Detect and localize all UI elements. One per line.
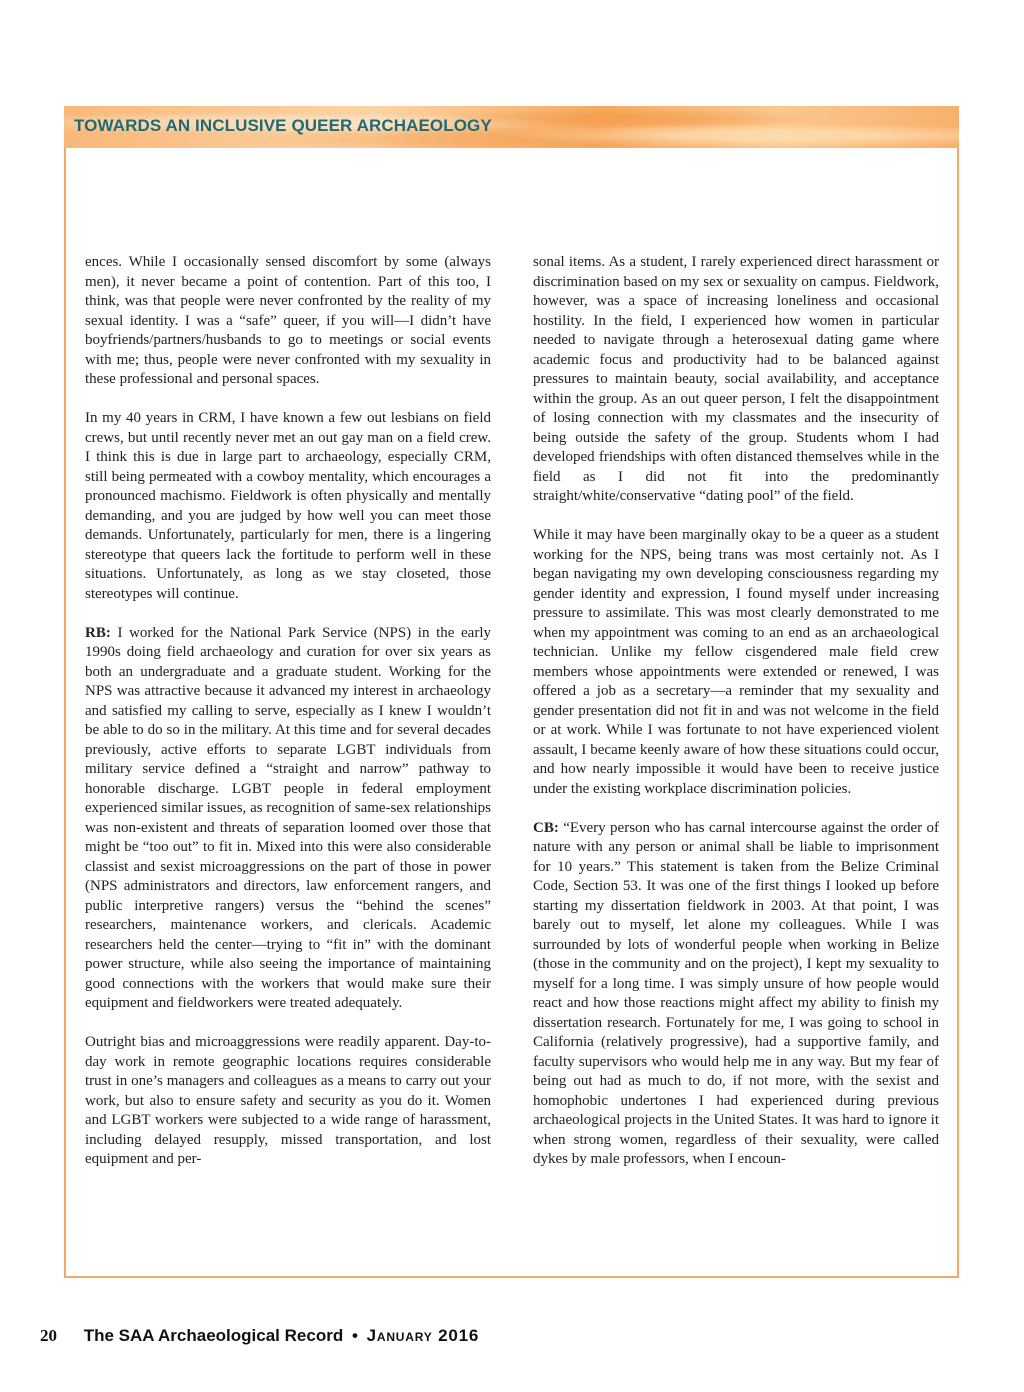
footer-separator: • (351, 1326, 358, 1345)
page-footer (40, 1326, 479, 1346)
speaker-label: CB: (533, 819, 559, 836)
right-column (533, 253, 939, 1170)
paragraph: While it may have been marginally okay to be a queer as a student working for the NPS, being trans was most certainly not. As I began navigating my own developing consciousness regarding my gender identity and expression, I found myself under increasing pressure to assimilate. This was most clearly demonstrated to me when my appointment was coming to an end as an archaeological technician. Unlike my fellow cisgendered male field crew members whose appointments were extended or renewed, I was offered a job as a secretary—a reminder that my sexuality and gender presentation did not fit in and was not welcome in the field or at work. While I was fortunate to not have experienced violent assault, I became keenly aware of how these situations could occur, and how nearly impossible it would have been to receive justice under the existing workplace discrimination policies. (533, 527, 939, 797)
issue-date: January 2016 (366, 1326, 480, 1345)
paragraph (85, 624, 491, 1014)
section-title: TOWARDS AN INCLUSIVE QUEER ARCHAEOLOGY (74, 116, 492, 135)
paragraph-text: I worked for the National Park Service (NPS) in the early 1990s doing field archaeology and curation for over six years as both an undergraduate and a graduate student. Working for the NPS was attractive because it advanced my interest in archaeology and satisfied my calling to serve, especially as I knew I wouldn’t be able to do so in the military. At this time and for several decades previously, active efforts to separate LGBT individuals from military service defined a “straight and narrow” pathway to honorable discharge. LGBT people in federal employment experienced similar issues, as recognition of same-sex relationships was non-existent and threats of separation loomed over those that might be “too out” to fit in. Mixed into this were also considerable classist and sexist microaggressions on the part of those in power (NPS administrators and directors, law enforcement rangers, and public interpretive rangers) versus the “behind the scenes” researchers, maintenance workers, and clericals. Academic researchers held the center—trying to “fit in” with the dominant power structure, while also seeing the importance of maintaining good connections with the workers that would make sure their equipment and fieldworkers were treated adequately. (85, 624, 491, 1011)
paragraph: Outright bias and microaggressions were readily apparent. Day-to-day work in remote geographic locations requires considerable trust in one’s managers and colleagues as a means to carry out your work, but also to ensure safety and security as you do it. Women and LGBT workers were subjected to a wide range of harassment, including delayed resupply, missed transportation, and lost equipment and per- (85, 1034, 491, 1167)
publication-name: The SAA Archaeological Record (83, 1326, 344, 1345)
speaker-label: RB: (85, 624, 111, 641)
paragraph (533, 819, 939, 1170)
left-column (85, 253, 491, 1170)
paragraph: sonal items. As a student, I rarely experienced direct harassment or discrimination based on my sex or sexuality on campus. Fieldwork, however, was a space of increasing loneliness and occasional hostility. In the field, I experienced how women in particular needed to navigate through a heterosexual dating game where academic focus and productivity had to be balanced against pressures to maintain beauty, social availability, and acceptance within the group. As an out queer person, I felt the disappointment of losing connection with my classmates and the insecurity of being outside the safety of the group. Students whom I had developed friendships with often distanced themselves while in the field as I did not fit into the predominantly straight/white/conservative “dating pool” of the field. (533, 254, 939, 504)
paragraph-text: “Every person who has carnal intercourse against the order of nature with any person or animal shall be liable to imprisonment for 10 years.” This statement is taken from the Belize Criminal Code, Section 53. It was one of the first things I looked up before starting my dissertation fieldwork in 2003. At that point, I was barely out to myself, let alone my colleagues. While I was surrounded by lots of wonderful people when working in Belize (those in the community and on the project), I kept my sexuality to myself for a long time. I was simply unsure of how people would react and how those reactions might affect my ability to finish my dissertation research. Fortunately for me, I was going to school in California (relatively progressive), had a supportive family, and faculty supervisors who would help me in any way. But my fear of being out had as much to do, if not more, with the sexist and homophobic undertones I had experienced during previous archaeological projects in the United States. It was hard to ignore it when strong women, regardless of their sexuality, were called dykes by male professors, when I encoun- (533, 819, 939, 1167)
section-banner (64, 106, 959, 148)
paragraph: In my 40 years in CRM, I have known a few out lesbians on field crews, but until recently never met an out gay man on a field crew. I think this is due in large part to archaeology, especially CRM, still being permeated with a cowboy mentality, which encourages a pronounced machismo. Fieldwork is often physically and mentally demanding, and you are judged by how well you can meet those demands. Unfortunately, particularly for men, there is a lingering stereotype that queers lack the fortitude to perform well in these situations. Unfortunately, as long as we stay closeted, those stereotypes will continue. (85, 410, 491, 602)
page-number: 20 (40, 1326, 57, 1345)
paragraph: ences. While I occasionally sensed discomfort by some (always men), it never became a point of contention. Part of this too, I think, was that people were never confronted by the reality of my sexual identity. I was a “safe” queer, if you will—I didn’t have boyfriends/partners/husbands to go to meetings or social events with me; thus, people were never confronted with my sexuality in these professional and personal spaces. (85, 254, 491, 387)
